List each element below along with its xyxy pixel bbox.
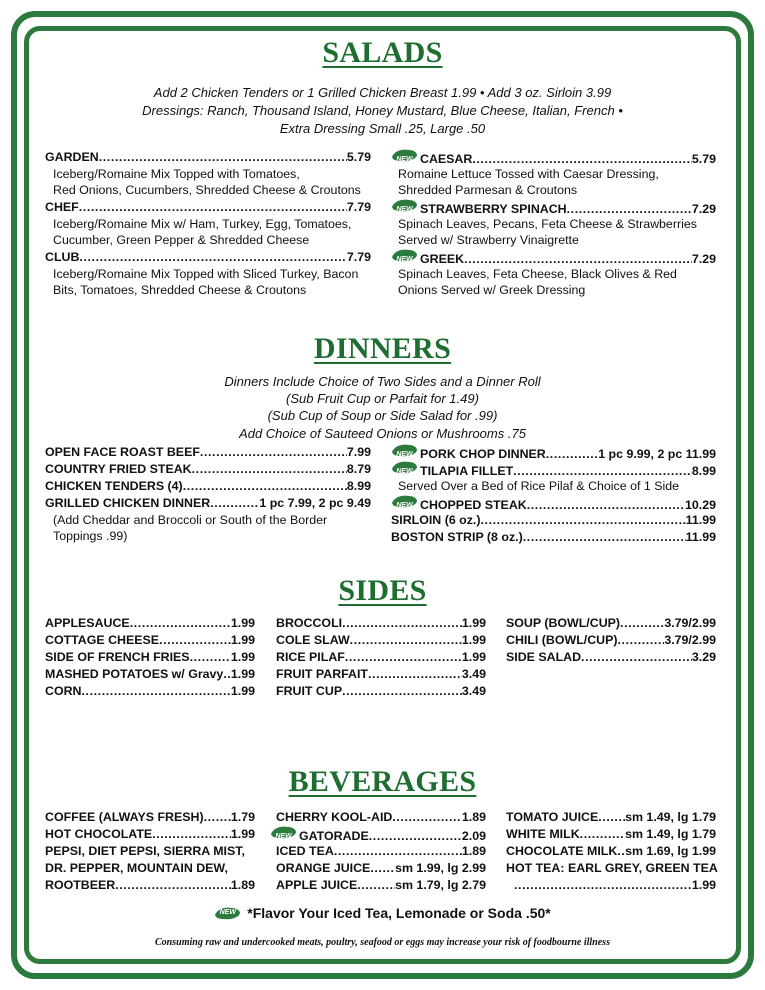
menu-item: SOUP (BOWL/CUP) ..... 3.79/2.99 bbox=[506, 615, 716, 632]
menu-item: SIRLOIN (6 oz.) ..... 11.99 bbox=[391, 512, 716, 529]
new-badge-icon: NEW bbox=[391, 444, 418, 458]
flavor-note bbox=[0, 905, 765, 921]
menu-item: DR. PEPPER, MOUNTAIN DEW, bbox=[45, 861, 228, 875]
menu-item: ..... 1.99 bbox=[514, 877, 716, 894]
menu-item: CHILI (BOWL/CUP) ..... 3.79/2.99 bbox=[506, 632, 716, 649]
menu-item: MASHED POTATOES w/ Gravy ..... 1.99 bbox=[45, 666, 255, 683]
item-description: Onions Served w/ Greek Dressing bbox=[398, 283, 586, 297]
menu-item: TOMATO JUICE ..... sm 1.49, lg 1.79 bbox=[506, 809, 716, 826]
menu-item: NEW GREEK ..... 7.29 bbox=[391, 249, 716, 268]
menu-item: GRILLED CHICKEN DINNER ..... 1 pc 7.99, 2 pc 9.49 bbox=[45, 495, 371, 512]
new-badge-icon: NEW bbox=[391, 461, 418, 475]
item-description: Toppings .99) bbox=[53, 529, 128, 543]
salads-note-1: Add 2 Chicken Tenders or 1 Grilled Chicken Breast 1.99 • Add 3 oz. Sirloin 3.99 bbox=[153, 85, 612, 100]
menu-item: CHICKEN TENDERS (4) ..... 8.99 bbox=[45, 478, 371, 495]
menu-item: CHERRY KOOL-AID ..... 1.89 bbox=[276, 809, 486, 826]
new-badge-icon: NEW bbox=[270, 826, 297, 840]
item-description: Iceberg/Romaine Mix w/ Ham, Turkey, Egg, Tomatoes, bbox=[53, 217, 352, 231]
item-description: Red Onions, Cucumbers, Shredded Cheese & Croutons bbox=[53, 183, 361, 197]
menu-item: COFFEE (ALWAYS FRESH) ..... 1.79 bbox=[45, 809, 255, 826]
item-description: (Add Cheddar and Broccoli or South of the Border bbox=[53, 513, 328, 527]
menu-item: WHITE MILK ..... sm 1.49, lg 1.79 bbox=[506, 826, 716, 843]
menu-item: ICED TEA ..... 1.89 bbox=[276, 843, 486, 860]
item-description: Iceberg/Romaine Mix Topped with Tomatoes, bbox=[53, 167, 300, 181]
menu-item: FRUIT CUP ..... 3.49 bbox=[276, 683, 486, 700]
menu-item: CLUB ..... 7.79 bbox=[45, 249, 371, 266]
menu-item: NEW PORK CHOP DINNER ..... 1 pc 9.99, 2 pc 11.99 bbox=[391, 444, 716, 463]
sides-heading: SIDES bbox=[338, 574, 427, 607]
menu-item: FRUIT PARFAIT ..... 3.49 bbox=[276, 666, 486, 683]
new-badge-icon: NEW bbox=[391, 199, 418, 213]
menu-item: HOT TEA: EARL GREY, GREEN TEA bbox=[506, 861, 718, 875]
dinners-note-2: (Sub Fruit Cup or Parfait for 1.49) bbox=[286, 391, 479, 406]
menu-item: CORN ..... 1.99 bbox=[45, 683, 255, 700]
dinners-note-3: (Sub Cup of Soup or Side Salad for .99) bbox=[267, 408, 498, 423]
menu-item: NEW CAESAR ..... 5.79 bbox=[391, 149, 716, 168]
item-description: Iceberg/Romaine Mix Topped with Sliced Turkey, Bacon bbox=[53, 267, 359, 281]
item-description: Served Over a Bed of Rice Pilaf & Choice of 1 Side bbox=[398, 479, 679, 493]
menu-item: BROCCOLI ..... 1.99 bbox=[276, 615, 486, 632]
disclaimer: Consuming raw and undercooked meats, poultry, seafood or eggs may increase your risk of foodbourne illness bbox=[155, 937, 610, 948]
beverages-heading: BEVERAGES bbox=[288, 765, 477, 798]
dinners-heading: DINNERS bbox=[313, 332, 452, 365]
menu-item: RICE PILAF ..... 1.99 bbox=[276, 649, 486, 666]
menu-item: NEW GATORADE ..... 2.09 bbox=[270, 826, 486, 845]
menu-item: PEPSI, DIET PEPSI, SIERRA MIST, bbox=[45, 844, 245, 858]
menu-item: COLE SLAW ..... 1.99 bbox=[276, 632, 486, 649]
menu-item: NEW TILAPIA FILLET ..... 8.99 bbox=[391, 461, 716, 480]
flavor-note-text: *Flavor Your Iced Tea, Lemonade or Soda .50* bbox=[247, 905, 551, 921]
new-badge-icon: NEW bbox=[391, 495, 418, 509]
menu-item: OPEN FACE ROAST BEEF ..... 7.99 bbox=[45, 444, 371, 461]
item-description: Shredded Parmesan & Croutons bbox=[398, 183, 578, 197]
new-badge-icon: NEW bbox=[391, 249, 418, 263]
menu-item: ROOTBEER ..... 1.89 bbox=[45, 877, 255, 894]
item-description: Spinach Leaves, Pecans, Feta Cheese & Strawberries bbox=[398, 217, 697, 231]
item-description: Served w/ Strawberry Vinaigrette bbox=[398, 233, 579, 247]
menu-item: NEW CHOPPED STEAK ..... 10.29 bbox=[391, 495, 716, 514]
salads-note-3: Extra Dressing Small .25, Large .50 bbox=[279, 121, 486, 136]
dinners-note-4: Add Choice of Sauteed Onions or Mushrooms .75 bbox=[239, 426, 526, 441]
dinners-note-1: Dinners Include Choice of Two Sides and a Dinner Roll bbox=[224, 374, 541, 389]
menu-item: CHOCOLATE MILK ..... sm 1.69, lg 1.99 bbox=[506, 843, 716, 860]
salads-heading: SALADS bbox=[322, 36, 443, 69]
menu-item: BOSTON STRIP (8 oz.) ..... 11.99 bbox=[391, 529, 716, 546]
item-description: Spinach Leaves, Feta Cheese, Black Olives & Red bbox=[398, 267, 677, 281]
menu-item: APPLE JUICE ..... sm 1.79, lg 2.79 bbox=[276, 877, 486, 894]
menu-item: COUNTRY FRIED STEAK ..... 8.79 bbox=[45, 461, 371, 478]
menu-item: GARDEN ..... 5.79 bbox=[45, 149, 371, 166]
new-badge-icon: NEW bbox=[214, 907, 241, 921]
menu-item: APPLESAUCE ..... 1.99 bbox=[45, 615, 255, 632]
item-description: Cucumber, Green Pepper & Shredded Cheese bbox=[53, 233, 310, 247]
new-badge-icon: NEW bbox=[391, 149, 418, 163]
item-description: Romaine Lettuce Tossed with Caesar Dressing, bbox=[398, 167, 659, 181]
menu-item: CHEF ..... 7.79 bbox=[45, 199, 371, 216]
menu-item: NEW STRAWBERRY SPINACH ..... 7.29 bbox=[391, 199, 716, 218]
menu-item: SIDE SALAD ..... 3.29 bbox=[506, 649, 716, 666]
menu-item: SIDE OF FRENCH FRIES ..... 1.99 bbox=[45, 649, 255, 666]
salads-note-2: Dressings: Ranch, Thousand Island, Honey Mustard, Blue Cheese, Italian, French • bbox=[142, 103, 623, 118]
menu-item: HOT CHOCOLATE ..... 1.99 bbox=[45, 826, 255, 843]
item-description: Bits, Tomatoes, Shredded Cheese & Croutons bbox=[53, 283, 307, 297]
menu-item: COTTAGE CHEESE ..... 1.99 bbox=[45, 632, 255, 649]
menu-item: ORANGE JUICE ..... sm 1.99, lg 2.99 bbox=[276, 860, 486, 877]
